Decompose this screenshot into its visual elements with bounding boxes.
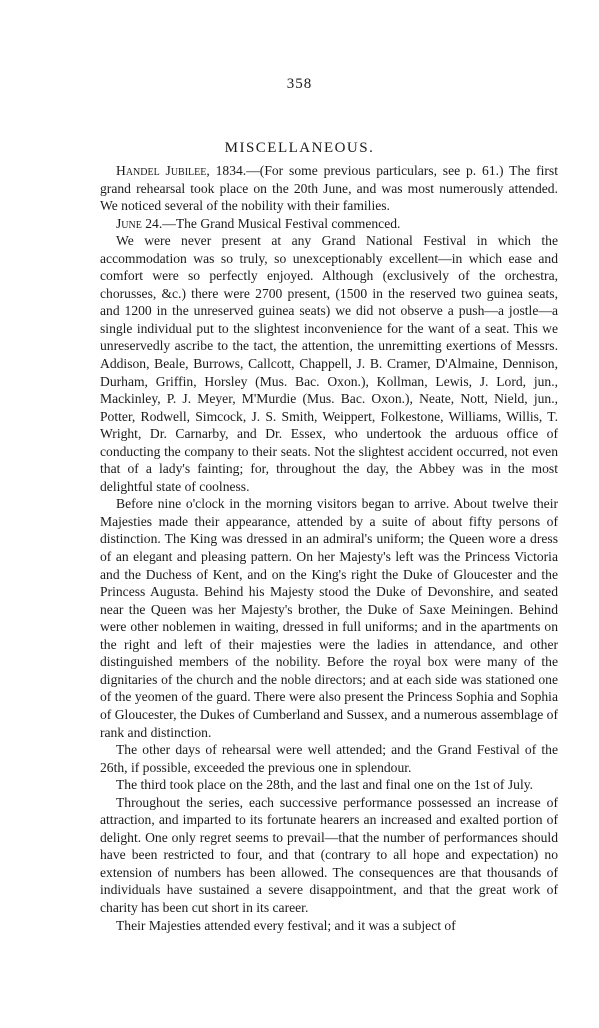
paragraph-june-24 [100, 215, 558, 233]
paragraph-text: The other days of rehearsal were well attended; and the Grand Festival of the 26th, if possible, exceeded the previous one in splendour. [100, 742, 558, 775]
article-body [100, 162, 558, 934]
paragraph-accommodation [100, 232, 558, 495]
paragraph-text: Their Majesties attended every festival; and it was a subject of [116, 917, 456, 933]
paragraph-other-days [100, 741, 558, 776]
paragraph-text: Before nine o'clock in the morning visitors began to arrive. About twelve their Majesties made their appearance, attended by a suite of about fifty persons of distinction. The King was dressed in an admiral's uniform; the Queen wore a dress of an elegant and pleasing pattern. On her Majesty's left was the Princess Victoria and the Duchess of Kent, and on the King's right the Duke of Gloucester and the Princess Augusta. Behind his Majesty stood the Duke of Devonshire, and seated near the Queen was her Majesty's brother, the Duke of Saxe Meiningen. Behind were other noblemen in waiting, dressed in full uniforms; and in the apartments on the right and left of their majesties were the ladies in attendance, and other distinguished members of the nobility. Before the royal box were many of the dignitaries of the church and the noble directors; and at each side was stationed one of the yeomen of the guard. There were also present the Princess Sophia and Sophia of Gloucester, the Dukes of Cumberland and Sussex, and a numerous assemblage of rank and distinction. [100, 496, 558, 740]
paragraph-text: We were never present at any Grand National Festival in which the accommodation was so truly, so unexceptionably excellent—in which ease and comfort were so perfectly enjoyed. Although (exclusively of the orchestra, chorusses, &c.) there were 2700 present, (1500 in the reserved two guinea seats, and 1200 in the unreserved guinea seats) we did not observe a push—a jostle—a single individual put to the slightest inconvenience for the want of a seat. This we unreservedly ascribe to the tact, the attention, the unremitting exertions of Messrs. Addison, Beale, Burrows, Callcott, Chappell, J. B. Cramer, D'Almaine, Dennison, Durham, Griffin, Horsley (Mus. Bac. Oxon.), Kollman, Lewis, J. Lord, jun., Mackinley, P. J. Meyer, M'Murdie (Mus. Bac. Oxon.), Neate, Nott, Nield, jun., Potter, Rodwell, Simcock, J. S. Smith, Weippert, Folkestone, Williams, Willis, T. Wright, Dr. Carnarby, and Dr. Essex, who undertook the arduous office of conducting the company to their seats. Not the slightest accident occurred, not even that of a lady's fainting; for, throughout the day, the Abbey was in the most delightful state of coolness. [100, 233, 558, 494]
paragraph-majesties-attended [100, 917, 558, 935]
paragraph-text: 24.—The Grand Musical Festival commenced. [141, 215, 401, 231]
paragraph-text: 1834.—(For some previous particulars, see p. 61.) The first grand rehearsal took place on the 20th June, and was most numerously attended. We noticed several of the nobility with their families. [100, 163, 559, 214]
paragraph-lead: Handel Jubilee, [116, 163, 210, 178]
page-number: 358 [286, 76, 313, 92]
paragraph-handel-jubilee [100, 162, 558, 215]
paragraph-series [100, 794, 558, 917]
paragraph-lead: June [116, 215, 142, 231]
section-title: MISCELLANEOUS. [224, 140, 375, 156]
paragraph-third-day [100, 776, 558, 794]
paragraph-text: The third took place on the 28th, and the last and final one on the 1st of July. [116, 777, 534, 793]
paragraph-text: Throughout the series, each successive performance possessed an increase of attraction, and imparted to its fortunate hearers an increased and exalted portion of delight. One only regret seems to prevail—that the number of performances should have been restricted to four, and that (contrary to all hope and expectation) no extension of numbers has been allowed. The consequences are that thousands of individuals have sustained a severe disappointment, and that the great work of charity has been cut short in its career. [100, 794, 558, 915]
paragraph-royal-arrival [100, 495, 558, 741]
